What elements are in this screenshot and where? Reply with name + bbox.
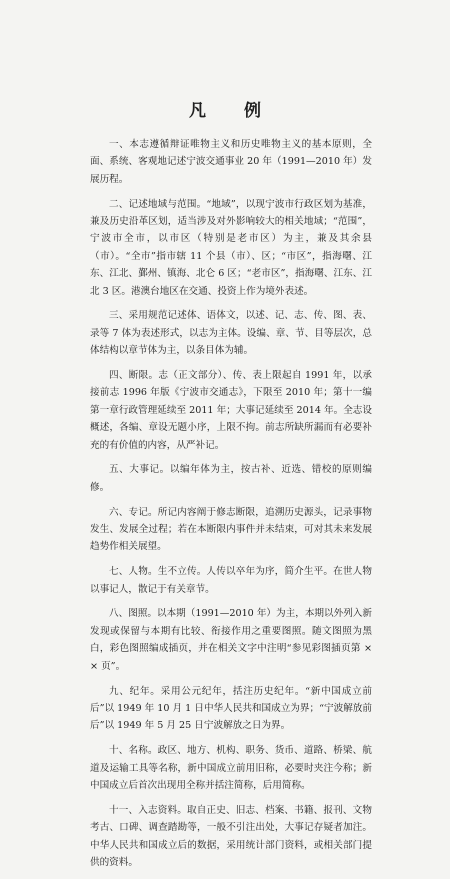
- paragraph-2: 二、记述地域与范围。“地域”，以现宁波市行政区划为基准，兼及历史沿革区划，适当涉及对外影响较大的相关地域；“范围”，宁波市全市，以市区（特别是老市区）为主，兼及其余县（市）。“全市”指市辖 11 个县（市）、区；“市区”，指海曙、江东、江北、鄞州、镇海、北仑 6 区；“老市区”，指海曙、江东、江北 3 区。港澳台地区在交通、投资上作为境外表述。: [90, 198, 372, 297]
- document-body: [90, 136, 372, 879]
- paragraph-7: 七、人物。生不立传。人传以卒年为序，简介生平。在世人物以事记人，散记于有关章节。: [90, 566, 372, 595]
- paragraph-5: 五、大事记。以编年体为主，按古补、近选、错校的原则编修。: [90, 464, 372, 493]
- page-title: 凡 例: [189, 101, 277, 121]
- paragraph-11: 十一、入志资料。取自正史、旧志、档案、书籍、报刊、文物考古、口碑、调查踏勘等，一般不引注出处，大事记存疑者加注。中华人民共和国成立后的数据，采用统计部门资料，或相关部门提供的资料。: [90, 804, 372, 868]
- paragraph-9: 九、纪年。采用公元纪年，括注历史纪年。“新中国成立前后”以 1949 年 10 月 1 日中华人民共和国成立为界；“宁波解放前后”以 1949 年 5 月 25 日宁波解放之日为界。: [90, 685, 372, 732]
- paragraph-1: 一、本志遵循辩证唯物主义和历史唯物主义的基本原则，全面、系统、客观地记述宁波交通事业 20 年（1991—2010 年）发展历程。: [90, 139, 372, 185]
- paragraph-6: 六、专记。所记内容阐于修志断限，追溯历史源头，记录事物发生、发展全过程；若在本断限内事件并未结束，可对其未来发展趋势作相关展望。: [90, 506, 372, 553]
- paragraph-8: 八、图照。以本期（1991—2010 年）为主，本期以外列入新发现或保留与本期有比较、衔接作用之重要图照。随文图照为黑白，彩色图照编成插页，并在相关文字中注明“参见彩图插页第 × × 页”。: [90, 608, 372, 672]
- paragraph-3: 三、采用规范记述体、语体文，以述、记、志、传、图、表、录等 7 体为表述形式，以志为主体。设编、章、节、目等层次，总体结构以章节体为主，以条目体为辅。: [90, 310, 372, 357]
- paragraph-4: 四、断限。志（正文部分）、传、表上限起自 1991 年，以承接前志 1996 年版《宁波市交通志》，下限至 2010 年；第十一编第一章行政管理延续至 2011 年；大事记延续至 2014 年。全志设概述，各编、章设无题小序，上限不拘。前志所缺所漏而有必要补充的有价值的内容，从严补记。: [90, 370, 372, 451]
- paragraph-10: 十、名称。政区、地方、机构、职务、货币、道路、桥梁、航道及运输工具等名称，新中国成立前用旧称，必要时夹注今称；新中国成立后首次出现用全称并括注简称，后用简称。: [90, 745, 372, 791]
